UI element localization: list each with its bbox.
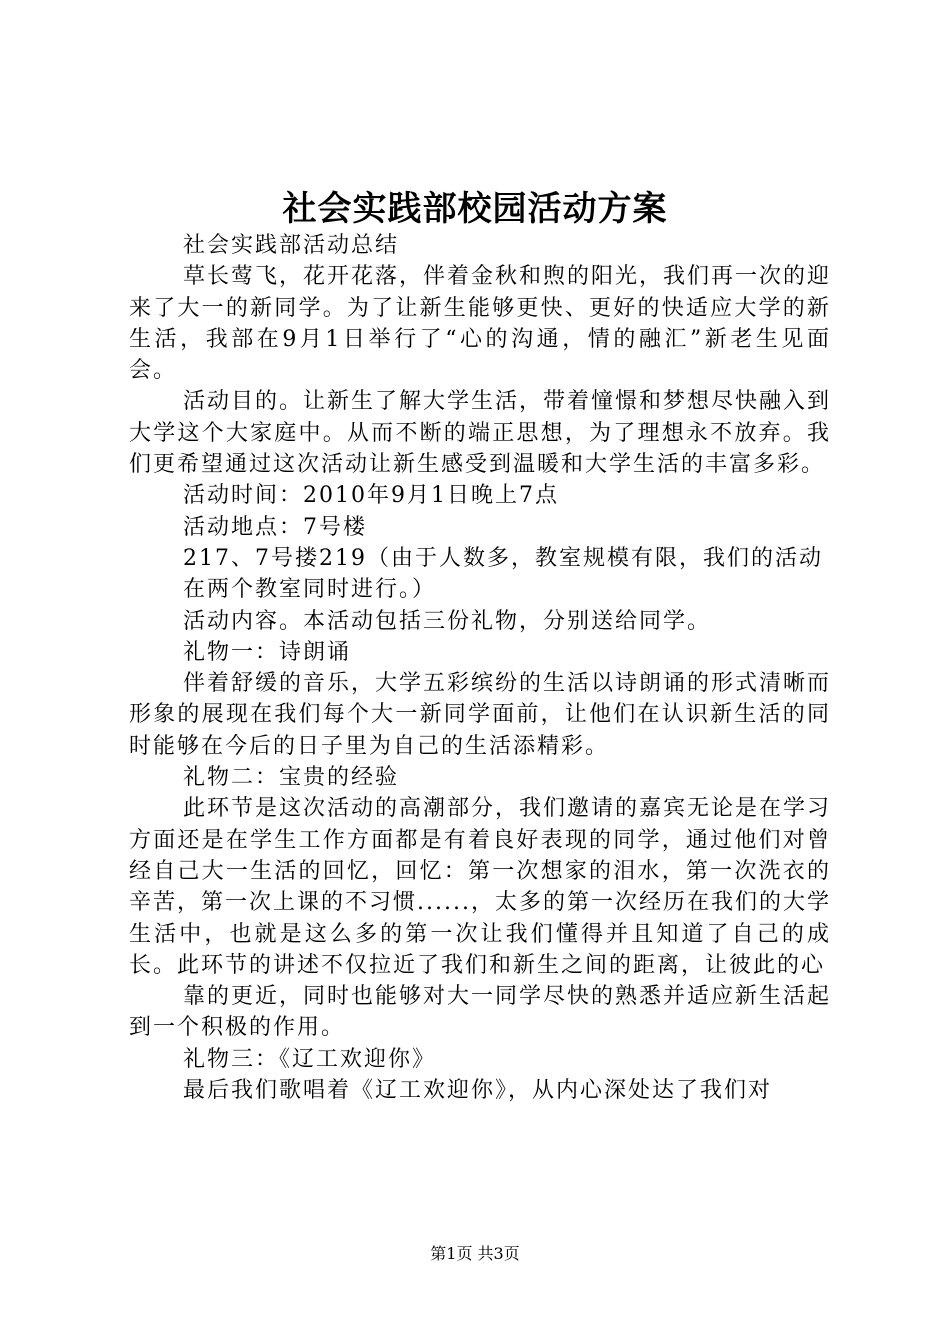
page-footer: 第1页 共3页 (430, 1244, 520, 1263)
paragraph: 活动目的。让新生了解大学生活，带着憧憬和梦想尽快融入到大学这个大家庭中。从而不断的端正思想，为了理想永不放弃。我们更希望通过这次活动让新生感受到温暖和大学生活的丰富多彩。 (129, 389, 832, 478)
paragraph: 礼物二：宝贵的经验 (183, 765, 400, 791)
document-body (129, 230, 831, 1106)
paragraph: 靠的更近，同时也能够对大一同学尽快的熟悉并适应新生活起到一个积极的作用。 (129, 984, 832, 1041)
paragraph: 活动时间：2010年9月1日晚上7点 (183, 483, 559, 509)
paragraph: 伴着舒缓的音乐，大学五彩缤纷的生活以诗朗诵的形式清晰而形象的展现在我们每个大一新同学面前，让他们在认识新生活的同时能够在今后的日子里为自己的生活添精彩。 (129, 671, 832, 759)
paragraph: 礼物三：《辽工欢迎你》 (183, 1046, 437, 1072)
paragraph: 社会实践部活动总结 (183, 233, 400, 258)
paragraph: 在两个教室同时进行。） (183, 577, 437, 603)
paragraph: 礼物一：诗朗诵 (183, 639, 352, 665)
paragraph: 活动内容。本活动包括三份礼物，分别送给同学。 (183, 608, 712, 634)
paragraph: 最后我们歌唱着《辽工欢迎你》，从内心深处达了我们对 (183, 1078, 773, 1104)
paragraph: 活动地点：7号楼 (183, 514, 367, 540)
paragraph: 草长莺飞，花开花落，伴着金秋和煦的阳光，我们再一次的迎来了大一的新同学。为了让新生能够更快、更好的快适应大学的新生活，我部在9月1日举行了“心的沟通，情的融汇”新老生见面会。 (129, 264, 832, 384)
paragraph: 217、7号搂219（由于人数多，教室规模有限，我们的活动 (183, 545, 823, 571)
document-title: 社会实践部校园活动方案 (282, 189, 668, 229)
paragraph: 此环节是这次活动的高潮部分，我们邀请的嘉宾无论是在学习方面还是在学生工作方面都是有着良好表现的同学，通过他们对曾经自己大一生活的回忆，回忆：第一次想家的泪水，第一次洗衣的辛苦，第一次上课的不习惯......，太多的第一次经历在我们的大学生活中，也就是这么多的第一次让我们懂得并且知道了自己的成长。此环节的讲述不仅拉近了我们和新生之间的距离，让彼此的心 (129, 796, 832, 978)
